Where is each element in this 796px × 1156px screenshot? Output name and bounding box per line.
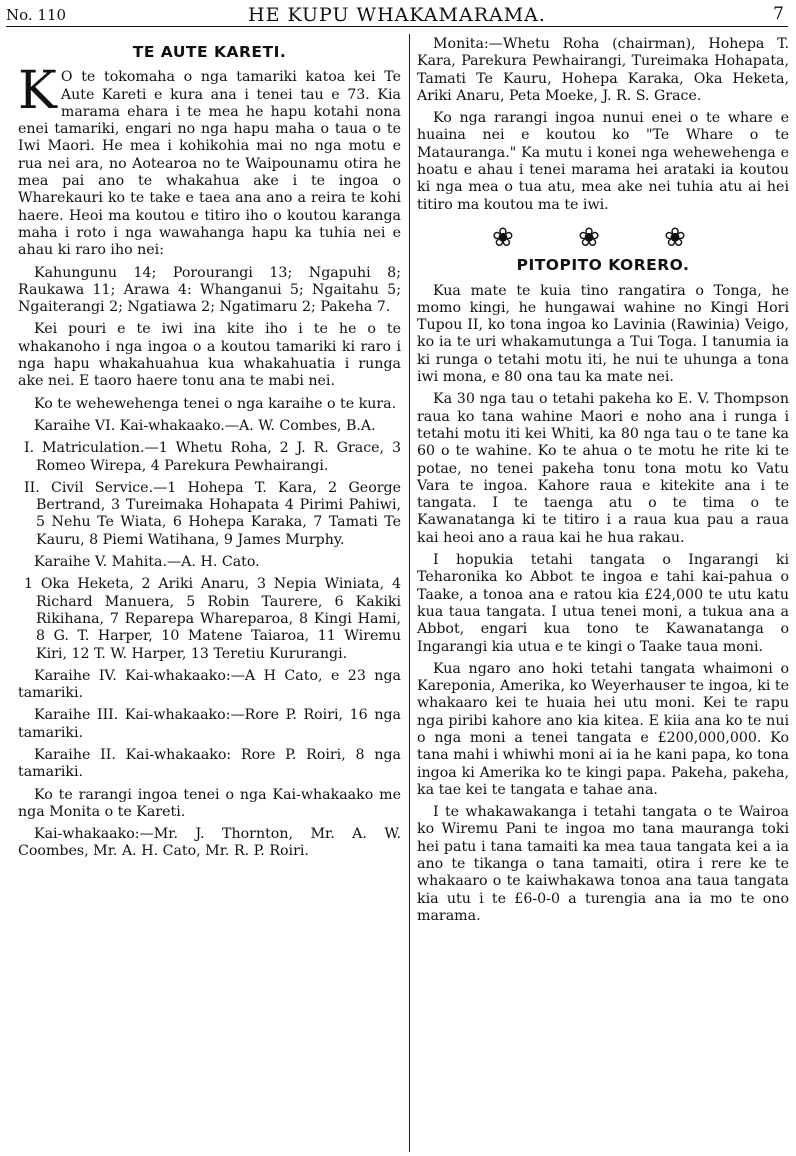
publication-title: HE KUPU WHAKAMARAMA.: [248, 4, 546, 26]
paragraph-a: Ko nga rarangi ingoa nunui enei o te whare e huaina nei e koutou ko "Te Whare o te Matauranga." Ka mutu i konei nga wehewehenga e hoatu e ahau i tenei marama hei arataki ia koutou ki nga mea o tua atu, mea ake nei tuhia atu ai hei titiro ma koutou ma te iwi.: [417, 110, 789, 213]
civil-service-list: II. Civil Service.—1 Hohepa T. Kara, 2 George Bertrand, 3 Tureimaka Hohapata 4 Pirimi Pahiwi, 5 Nehu Te Wiata, 6 Hohepa Karaka, 7 Tamati Te Kauru, 8 Piemi Watihana, 9 James Murphy.: [24, 479, 401, 548]
news-weyerhauser: Kua ngaro ano hoki tetahi tangata whaimoni o Kareponia, Amerika, ko Weyerhauser te ingoa, ki te whakaaro kei te huaia hei utu moni. Kei te rapu nga piribi kahore ano kia kitea. E kiia ana ko te nui o nga moni a tenei tangata e £200,000,000. Ko tana mahi i whiwhi moni ai ia he kani papa, ko tona ingoa ki Amerika ko te kingi papa. Pakeha, pakeha, ka tae kei te tangata e tahae ana.: [417, 660, 789, 798]
news-wairoa: I te whakawakanga i tetahi tangata o te Wairoa ko Wiremu Pani te ingoa mo tana mauranga toki hei patu i tana tamaiti ka mea taua tangata kei a ia ano te tikanga o tana tamaiti, otira i rere ke te whakaaro o te kaiwhakawa tonoa ana taua tangata kia utu i te £6-0-0 a turengia ana ia mo te ono marama.: [417, 804, 789, 924]
column-divider: [409, 34, 410, 1152]
page-number: 7: [773, 4, 784, 24]
class-3: Karaihe III. Kai-whakaako:—Rore P. Roiri, 16 nga tamariki.: [18, 707, 401, 741]
rosette-ornament-icon: ❀ ❀ ❀: [492, 222, 714, 253]
class-5-heading: Karaihe V. Mahita.—A. H. Cato.: [34, 554, 260, 571]
left-column: [18, 36, 401, 866]
article-heading-te-aute: TE AUTE KARETI.: [132, 43, 287, 61]
drop-cap: K: [18, 61, 57, 122]
news-abbot: I hopukia tetahi tangata o Ingarangi ki Teharonika ko Abbot te ingoa e tahi kai-pahua o Taake, a tonoa ana e ratou kia £24,000 te utu katu kua taua tangata. I utua tenei moni, a tukua ana a Abbot, engari kua tono te Kawanatanga o Ingarangi kia utua e te kingi o Taake taua moni.: [417, 552, 789, 655]
intro-paragraph: [18, 61, 401, 259]
intro-text: O te tokomaha o nga tamariki katoa kei Te Aute Kareti e kura ana i tenei tau e 73. Kia marama ehara i te mea he hapu kotahi nona enei tamariki, engari no nga hapu maha o taua o te Iwi Maori. He mea i kohikohia mai no nga motu e rua nei ara, no Aotearoa no te Waipounamu otira he mea pai ano te whakahua ake i te ingoa o Wharekauri ko te take e taea ana ano a reira te kohi haere. Heoi ma koutou e titiro iho o koutou karanga maha i roto i nga wawahanga hapu ka tuhia nei e ahau ki raro iho nei:: [18, 69, 401, 259]
class-5-list: 1 Oka Heketa, 2 Ariki Anaru, 3 Nepia Winiata, 4 Richard Manuera, 5 Robin Taurere, 6 Kakiki Rikihana, 7 Reparepa Whareparoa, 8 Kingi Hami, 8 G. T. Harper, 10 Matene Taiaroa, 11 Wiremu Kiri, 12 T. W. Harper, 13 Teretiu Kururangi.: [24, 576, 401, 662]
class-6-heading: Karaihe VI. Kai-whakaako.—A. W. Combes, B.A.: [34, 417, 376, 434]
news-thompson: Ka 30 nga tau o tetahi pakeha ko E. V. Thompson raua ko tana wahine Maori e noho ana i runga i tetahi motu iti kei Whiti, ka 80 nga tau o te tane ka 60 o te wahine. Ko te ahua o te motu he rite ki te potae, no tenei pakeha tonu tona motu ko Vatu Vara te ingoa. Kahore raua e kitekite ana i te tangata. I te taenga atu o te tima o te Kawanatanga ki te titiro i a raua kua pau a raua kai heoi ano a raua kai he hua rakau.: [417, 391, 789, 546]
paragraph-4: Ko te rarangi ingoa tenei o nga Kai-whakaako me nga Monita o te Kareti.: [18, 786, 401, 820]
paragraph-2: Kei pouri e te iwi ina kite iho i te he o te whakanoho i nga ingoa o a koutou tamariki ki raro i nga hapu whakahuahua kua whakahuatia i runga ake nei. E taoro haere tonu ana te mabi nei.: [18, 321, 401, 390]
teachers-list: Kai-whakaako:—Mr. J. Thornton, Mr. A. W. Coombes, Mr. A. H. Cato, Mr. R. P. Roiri.: [18, 826, 401, 860]
right-column: [417, 36, 789, 930]
tribe-counts: Kahungunu 14; Porourangi 13; Ngapuhi 8; Raukawa 11; Arawa 4: Whanganui 5; Ngaitahu 5; Ngaiterangi 2; Ngatiawa 2; Ngatimaru 2; Pakeha 7.: [18, 264, 401, 316]
class-4: Karaihe IV. Kai-whakaako:—A H Cato, e 23 nga tamariki.: [18, 667, 401, 702]
class-2: Karaihe II. Kai-whakaako: Rore P. Roiri, 8 nga tamariki.: [18, 746, 401, 781]
news-tonga: Kua mate te kuia tino rangatira o Tonga, he momo kingi, he hungawai wahine no Kingi Hori Tupou II, ko tona ingoa ko Lavinia (Rawinia) Veigo, ko ia te uri whakamutunga a Tui Toga. I tanumia ia ki runga o tetahi motu iti, he nui te uhunga a tona iwi mona, e 80 ona tau ka mate nei.: [417, 282, 789, 386]
matriculation-list: I. Matriculation.—1 Whetu Roha, 2 J. R. Grace, 3 Romeo Wirepa, 4 Parekura Pewhairangi.: [24, 440, 401, 474]
paragraph-3: Ko te wehewehenga tenei o nga karaihe o te kura.: [34, 395, 397, 412]
article-heading-pitopito: PITOPITO KORERO.: [516, 256, 690, 275]
page-header: [6, 4, 788, 27]
issue-number: No. 110: [6, 6, 67, 24]
monitors-list: Monita:—Whetu Roha (chairman), Hohepa T. Kara, Parekura Pewhairangi, Tureimaka Hohapata, Tamati Te Kauru, Hohepa Karaka, Oka Heketa, Ariki Anaru, Peta Moeke, J. R. S. Grace.: [417, 36, 789, 104]
